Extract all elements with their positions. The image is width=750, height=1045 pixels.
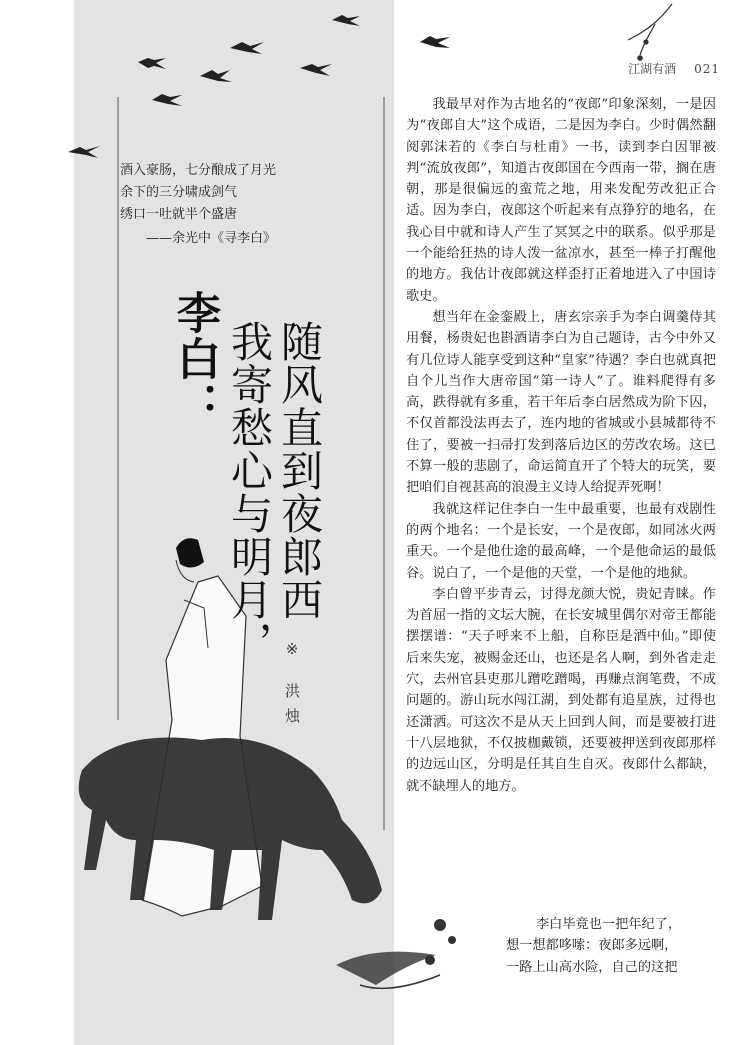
byline (282, 640, 303, 733)
page-number: 021 (694, 62, 720, 76)
tail-line: 一路上山高水险，自己的这把 (506, 959, 678, 975)
epigraph-line: 余下的三分啸成剑气 (120, 185, 238, 200)
branch-icon (628, 4, 672, 60)
title-line-1: 随风直到夜郎西 (275, 320, 324, 621)
epigraph (120, 160, 276, 250)
epigraph-attribution: ——余光中《寻李白》 (146, 231, 277, 246)
article-title (224, 320, 324, 664)
body-paragraph: 我就这样记住李白一生中最重要，也最有戏剧性的两个地名：一个是长安，一个是夜郎，如同冰火两重天。一个是他仕途的最高峰，一个是他命运的最低谷。说白了，一个是他的天堂，一个是他的地狱。 (406, 501, 716, 581)
byline-mark: ※ (283, 640, 301, 668)
article-body (406, 94, 716, 797)
tail-line: 李白毕竟也一把年纪了， (536, 917, 682, 932)
title-line-2: 我寄愁心与明月， (225, 320, 274, 664)
tail-line: 想一想都哆嗦：夜郎多远啊， (506, 938, 678, 954)
article-body-continuation (476, 914, 682, 978)
flower-branch-icon (336, 919, 456, 988)
flying-geese-icon (68, 15, 450, 158)
body-paragraph: 我最早对作为古地名的“夜郎”印象深刻，一是因为“夜郎自大”这个成语，二是因为李白。少时偶然翻阅郭沫若的《李白与杜甫》一书，读到李白因罪被判“流放夜郎”，知道古夜郎国在今西南一带，搁在唐朝，那是很偏远的蛮荒之地，用来发配劳改犯正合适。因为李白，夜郎这个听起来有点狰狞的地名，在我心目中就和诗人产生了冥冥之中的联系。似乎那是一个能给狂热的诗人泼一盆凉水，甚至一棒子打醒他的地方。我估计夜郎就这样歪打正着地进入了中国诗歌史。 (406, 97, 716, 304)
epigraph-line: 酒入豪肠，七分酿成了月光 (120, 163, 277, 178)
body-paragraph: 想当年在金銮殿上，唐玄宗亲手为李白调羹侍其用餐，杨贵妃也斟酒请李白为自己题诗，古今中外又有几位诗人能享受到这种“皇家”待遇？李白也就真把自个儿当作大唐帝国“第一诗人”了。谁料爬得有多高，跌得就有多重，若干年后李白居然成为阶下囚，不仅首都没法再去了，连内地的省城或小县城都待不住了，要被一扫帚打发到落后边区的劳改农场。这已不算一般的悲剧了，命运简直开了个特大的玩笑，要把咱们自视甚高的浪漫主义诗人给捉弄死啊！ (406, 309, 716, 496)
article-author-heading: 李白： (169, 290, 220, 428)
byline-name: 洪烛 (283, 682, 301, 733)
section-title: 江湖有酒 (628, 62, 677, 76)
epigraph-line: 绣口一吐就半个盛唐 (120, 207, 238, 222)
body-paragraph: 李白曾平步青云，讨得龙颜大悦，贵妃青睐。作为首屈一指的文坛大腕，在长安城里偶尔对帝王都能摆摆谱：“天子呼来不上船，自称臣是酒中仙。”即使后来失宠，被赐金还山，也还是名人啊，到外省走走穴，去州官县吏那儿蹭吃蹭喝，再赚点润笔费，不成问题的。游山玩水闯江湖，到处都有追星族，过得也还潇洒。可这次不是从天上回到人间，而是要被打进十八层地狱，不仅披枷戴锁，还要被押送到夜郎那样的边远山区，分明是任其自生自灭。夜郎什么都缺，就不缺埋人的地方。 (406, 586, 716, 794)
page-header (628, 60, 720, 77)
